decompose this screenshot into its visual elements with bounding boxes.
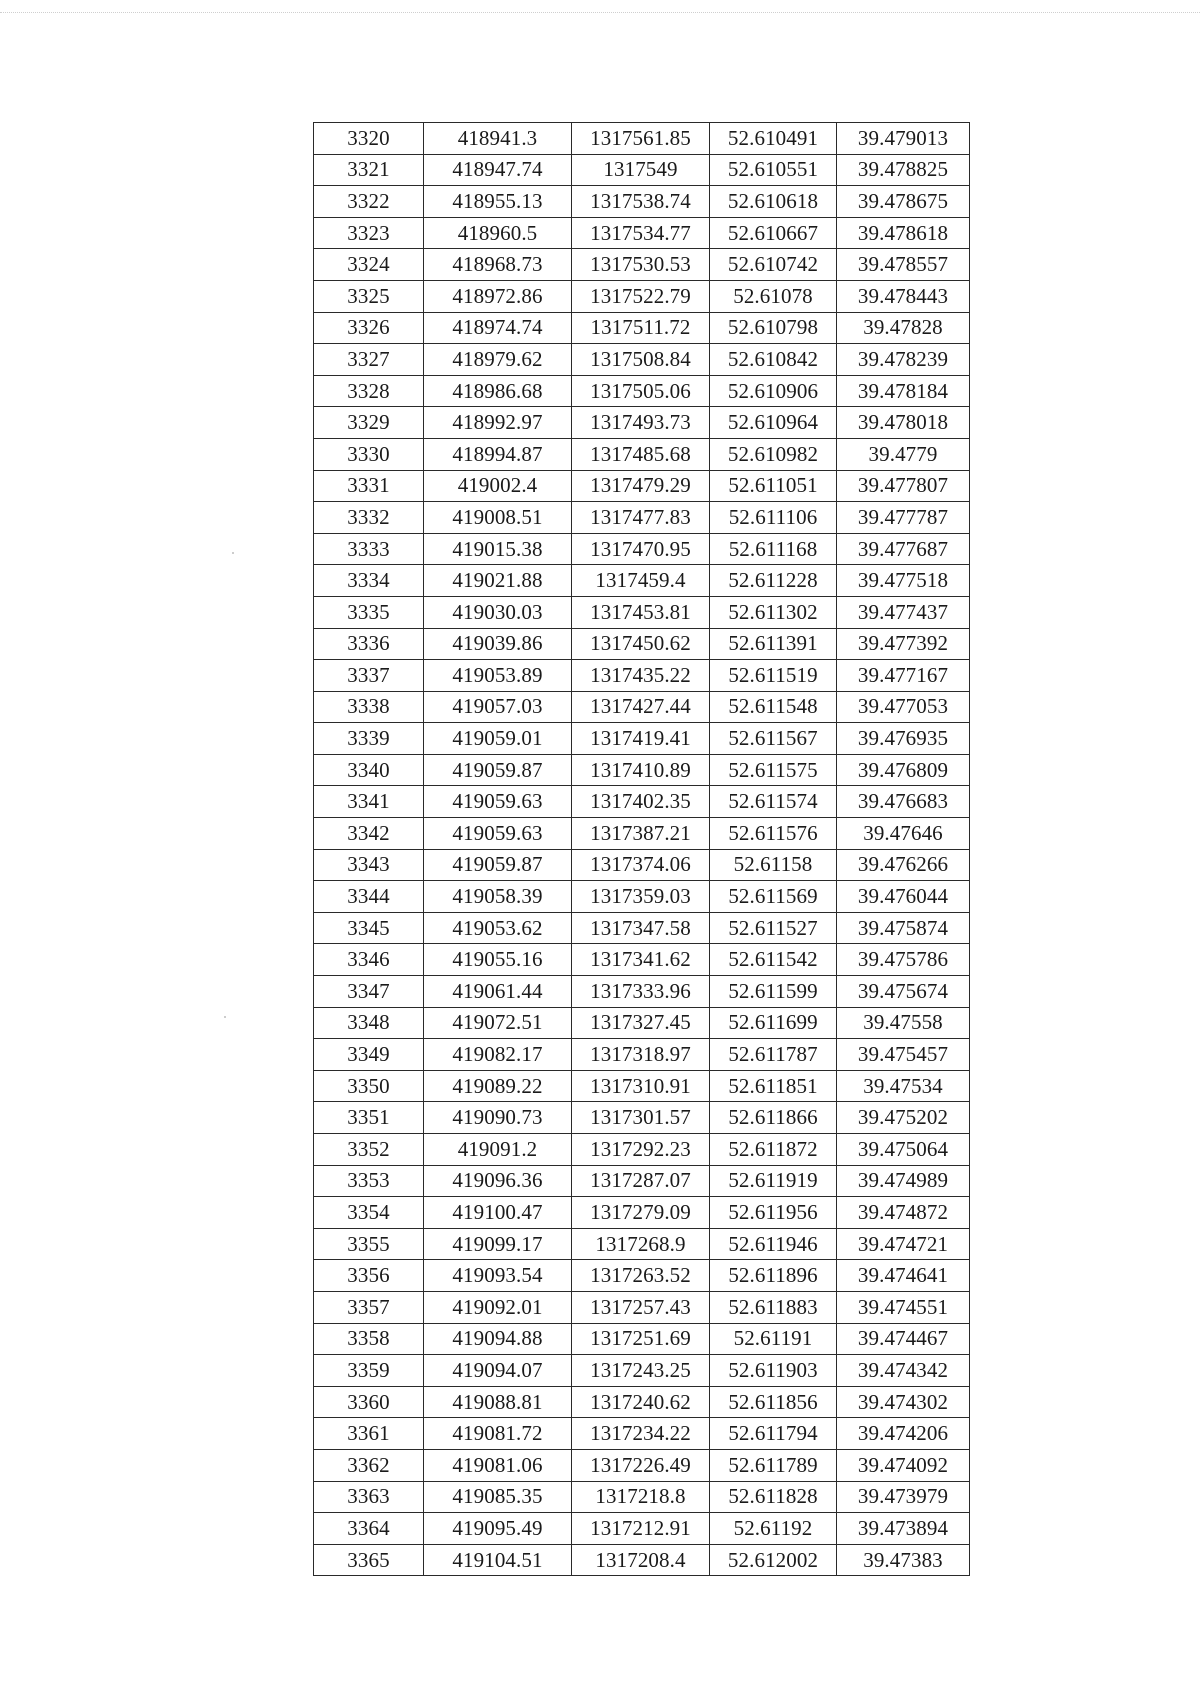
table-row (314, 375, 970, 407)
x-coordinate-cell: 419055.16 (424, 944, 572, 976)
x-coordinate-cell: 418986.68 (424, 375, 572, 407)
latitude-cell: 52.611872 (710, 1134, 837, 1166)
table-row (314, 1039, 970, 1071)
latitude-cell: 52.611828 (710, 1481, 837, 1513)
y-coordinate-cell: 1317359.03 (572, 881, 710, 913)
longitude-cell: 39.474989 (837, 1165, 970, 1197)
latitude-cell: 52.611956 (710, 1197, 837, 1229)
longitude-cell: 39.477392 (837, 628, 970, 660)
y-coordinate-cell: 1317240.62 (572, 1386, 710, 1418)
y-coordinate-cell: 1317251.69 (572, 1323, 710, 1355)
longitude-cell: 39.478825 (837, 154, 970, 186)
y-coordinate-cell: 1317268.9 (572, 1228, 710, 1260)
point-number-cell: 3345 (314, 912, 424, 944)
table-row (314, 1070, 970, 1102)
longitude-cell: 39.47534 (837, 1070, 970, 1102)
x-coordinate-cell: 419072.51 (424, 1007, 572, 1039)
point-number-cell: 3342 (314, 818, 424, 850)
latitude-cell: 52.611051 (710, 470, 837, 502)
table-row (314, 1197, 970, 1229)
y-coordinate-cell: 1317493.73 (572, 407, 710, 439)
point-number-cell: 3328 (314, 375, 424, 407)
point-number-cell: 3354 (314, 1197, 424, 1229)
table-row (314, 533, 970, 565)
x-coordinate-cell: 419053.89 (424, 660, 572, 692)
x-coordinate-cell: 418960.5 (424, 217, 572, 249)
y-coordinate-cell: 1317435.22 (572, 660, 710, 692)
x-coordinate-cell: 419059.01 (424, 723, 572, 755)
y-coordinate-cell: 1317450.62 (572, 628, 710, 660)
latitude-cell: 52.611866 (710, 1102, 837, 1134)
y-coordinate-cell: 1317505.06 (572, 375, 710, 407)
scan-speck (232, 552, 234, 554)
longitude-cell: 39.477687 (837, 533, 970, 565)
latitude-cell: 52.611569 (710, 881, 837, 913)
x-coordinate-cell: 419059.63 (424, 818, 572, 850)
y-coordinate-cell: 1317459.4 (572, 565, 710, 597)
y-coordinate-cell: 1317522.79 (572, 280, 710, 312)
latitude-cell: 52.611519 (710, 660, 837, 692)
x-coordinate-cell: 419088.81 (424, 1386, 572, 1418)
longitude-cell: 39.475064 (837, 1134, 970, 1166)
point-number-cell: 3349 (314, 1039, 424, 1071)
latitude-cell: 52.611856 (710, 1386, 837, 1418)
latitude-cell: 52.611794 (710, 1418, 837, 1450)
latitude-cell: 52.611787 (710, 1039, 837, 1071)
table-row (314, 1134, 970, 1166)
point-number-cell: 3351 (314, 1102, 424, 1134)
x-coordinate-cell: 419081.72 (424, 1418, 572, 1450)
latitude-cell: 52.611106 (710, 502, 837, 534)
x-coordinate-cell: 418955.13 (424, 186, 572, 218)
point-number-cell: 3337 (314, 660, 424, 692)
y-coordinate-cell: 1317453.81 (572, 596, 710, 628)
latitude-cell: 52.611896 (710, 1260, 837, 1292)
y-coordinate-cell: 1317243.25 (572, 1355, 710, 1387)
y-coordinate-cell: 1317534.77 (572, 217, 710, 249)
point-number-cell: 3343 (314, 849, 424, 881)
x-coordinate-cell: 419059.63 (424, 786, 572, 818)
latitude-cell: 52.611576 (710, 818, 837, 850)
x-coordinate-cell: 419094.07 (424, 1355, 572, 1387)
y-coordinate-cell: 1317374.06 (572, 849, 710, 881)
y-coordinate-cell: 1317549 (572, 154, 710, 186)
longitude-cell: 39.475874 (837, 912, 970, 944)
longitude-cell: 39.476266 (837, 849, 970, 881)
longitude-cell: 39.477807 (837, 470, 970, 502)
point-number-cell: 3338 (314, 691, 424, 723)
x-coordinate-cell: 418947.74 (424, 154, 572, 186)
table-row (314, 660, 970, 692)
table-row (314, 691, 970, 723)
point-number-cell: 3326 (314, 312, 424, 344)
x-coordinate-cell: 418941.3 (424, 123, 572, 155)
x-coordinate-cell: 419058.39 (424, 881, 572, 913)
coordinates-table (313, 122, 970, 1576)
point-number-cell: 3331 (314, 470, 424, 502)
y-coordinate-cell: 1317292.23 (572, 1134, 710, 1166)
table-row (314, 818, 970, 850)
latitude-cell: 52.610842 (710, 344, 837, 376)
longitude-cell: 39.479013 (837, 123, 970, 155)
y-coordinate-cell: 1317561.85 (572, 123, 710, 155)
latitude-cell: 52.611302 (710, 596, 837, 628)
point-number-cell: 3334 (314, 565, 424, 597)
table-row (314, 154, 970, 186)
longitude-cell: 39.475457 (837, 1039, 970, 1071)
point-number-cell: 3364 (314, 1513, 424, 1545)
x-coordinate-cell: 419085.35 (424, 1481, 572, 1513)
longitude-cell: 39.4779 (837, 438, 970, 470)
latitude-cell: 52.61192 (710, 1513, 837, 1545)
latitude-cell: 52.610618 (710, 186, 837, 218)
latitude-cell: 52.610798 (710, 312, 837, 344)
latitude-cell: 52.61191 (710, 1323, 837, 1355)
latitude-cell: 52.611574 (710, 786, 837, 818)
y-coordinate-cell: 1317538.74 (572, 186, 710, 218)
longitude-cell: 39.475786 (837, 944, 970, 976)
longitude-cell: 39.477437 (837, 596, 970, 628)
longitude-cell: 39.474342 (837, 1355, 970, 1387)
longitude-cell: 39.478184 (837, 375, 970, 407)
table-row (314, 123, 970, 155)
point-number-cell: 3363 (314, 1481, 424, 1513)
longitude-cell: 39.474206 (837, 1418, 970, 1450)
longitude-cell: 39.474551 (837, 1291, 970, 1323)
latitude-cell: 52.612002 (710, 1544, 837, 1576)
x-coordinate-cell: 418994.87 (424, 438, 572, 470)
point-number-cell: 3357 (314, 1291, 424, 1323)
point-number-cell: 3341 (314, 786, 424, 818)
x-coordinate-cell: 419099.17 (424, 1228, 572, 1260)
point-number-cell: 3355 (314, 1228, 424, 1260)
x-coordinate-cell: 419090.73 (424, 1102, 572, 1134)
latitude-cell: 52.611599 (710, 976, 837, 1008)
x-coordinate-cell: 419053.62 (424, 912, 572, 944)
table-row (314, 1228, 970, 1260)
y-coordinate-cell: 1317301.57 (572, 1102, 710, 1134)
point-number-cell: 3347 (314, 976, 424, 1008)
point-number-cell: 3346 (314, 944, 424, 976)
longitude-cell: 39.475202 (837, 1102, 970, 1134)
table-row (314, 628, 970, 660)
point-number-cell: 3356 (314, 1260, 424, 1292)
x-coordinate-cell: 419061.44 (424, 976, 572, 1008)
point-number-cell: 3332 (314, 502, 424, 534)
y-coordinate-cell: 1317263.52 (572, 1260, 710, 1292)
longitude-cell: 39.477518 (837, 565, 970, 597)
point-number-cell: 3333 (314, 533, 424, 565)
table-row (314, 1007, 970, 1039)
point-number-cell: 3360 (314, 1386, 424, 1418)
latitude-cell: 52.610491 (710, 123, 837, 155)
longitude-cell: 39.474302 (837, 1386, 970, 1418)
x-coordinate-cell: 419021.88 (424, 565, 572, 597)
x-coordinate-cell: 418974.74 (424, 312, 572, 344)
point-number-cell: 3340 (314, 754, 424, 786)
table-row (314, 596, 970, 628)
y-coordinate-cell: 1317327.45 (572, 1007, 710, 1039)
y-coordinate-cell: 1317341.62 (572, 944, 710, 976)
page-top-edge (0, 12, 1200, 13)
table-row (314, 1260, 970, 1292)
point-number-cell: 3320 (314, 123, 424, 155)
table-row (314, 1355, 970, 1387)
latitude-cell: 52.61078 (710, 280, 837, 312)
table-row (314, 1102, 970, 1134)
longitude-cell: 39.473979 (837, 1481, 970, 1513)
point-number-cell: 3352 (314, 1134, 424, 1166)
latitude-cell: 52.61158 (710, 849, 837, 881)
point-number-cell: 3361 (314, 1418, 424, 1450)
longitude-cell: 39.474721 (837, 1228, 970, 1260)
latitude-cell: 52.611789 (710, 1449, 837, 1481)
y-coordinate-cell: 1317234.22 (572, 1418, 710, 1450)
y-coordinate-cell: 1317208.4 (572, 1544, 710, 1576)
table-row (314, 344, 970, 376)
x-coordinate-cell: 419104.51 (424, 1544, 572, 1576)
y-coordinate-cell: 1317477.83 (572, 502, 710, 534)
x-coordinate-cell: 418979.62 (424, 344, 572, 376)
latitude-cell: 52.611548 (710, 691, 837, 723)
table-row (314, 565, 970, 597)
point-number-cell: 3365 (314, 1544, 424, 1576)
x-coordinate-cell: 419100.47 (424, 1197, 572, 1229)
latitude-cell: 52.610964 (710, 407, 837, 439)
latitude-cell: 52.610742 (710, 249, 837, 281)
table-row (314, 786, 970, 818)
table-row (314, 217, 970, 249)
y-coordinate-cell: 1317402.35 (572, 786, 710, 818)
table-row (314, 1291, 970, 1323)
x-coordinate-cell: 419092.01 (424, 1291, 572, 1323)
point-number-cell: 3330 (314, 438, 424, 470)
table-row (314, 186, 970, 218)
longitude-cell: 39.47558 (837, 1007, 970, 1039)
table-row (314, 470, 970, 502)
latitude-cell: 52.611851 (710, 1070, 837, 1102)
longitude-cell: 39.478239 (837, 344, 970, 376)
table-row (314, 881, 970, 913)
latitude-cell: 52.610551 (710, 154, 837, 186)
longitude-cell: 39.47383 (837, 1544, 970, 1576)
table-row (314, 312, 970, 344)
y-coordinate-cell: 1317310.91 (572, 1070, 710, 1102)
x-coordinate-cell: 419059.87 (424, 849, 572, 881)
x-coordinate-cell: 419057.03 (424, 691, 572, 723)
table-row (314, 1481, 970, 1513)
y-coordinate-cell: 1317419.41 (572, 723, 710, 755)
x-coordinate-cell: 419015.38 (424, 533, 572, 565)
y-coordinate-cell: 1317479.29 (572, 470, 710, 502)
point-number-cell: 3348 (314, 1007, 424, 1039)
x-coordinate-cell: 419059.87 (424, 754, 572, 786)
table-row (314, 1418, 970, 1450)
x-coordinate-cell: 419082.17 (424, 1039, 572, 1071)
latitude-cell: 52.611391 (710, 628, 837, 660)
table-row (314, 1513, 970, 1545)
longitude-cell: 39.477053 (837, 691, 970, 723)
x-coordinate-cell: 419091.2 (424, 1134, 572, 1166)
latitude-cell: 52.611542 (710, 944, 837, 976)
x-coordinate-cell: 419089.22 (424, 1070, 572, 1102)
point-number-cell: 3324 (314, 249, 424, 281)
longitude-cell: 39.475674 (837, 976, 970, 1008)
point-number-cell: 3358 (314, 1323, 424, 1355)
longitude-cell: 39.477167 (837, 660, 970, 692)
y-coordinate-cell: 1317226.49 (572, 1449, 710, 1481)
latitude-cell: 52.611883 (710, 1291, 837, 1323)
table-row (314, 1323, 970, 1355)
x-coordinate-cell: 419095.49 (424, 1513, 572, 1545)
longitude-cell: 39.476809 (837, 754, 970, 786)
x-coordinate-cell: 418992.97 (424, 407, 572, 439)
point-number-cell: 3350 (314, 1070, 424, 1102)
y-coordinate-cell: 1317318.97 (572, 1039, 710, 1071)
point-number-cell: 3359 (314, 1355, 424, 1387)
table-row (314, 280, 970, 312)
latitude-cell: 52.611699 (710, 1007, 837, 1039)
longitude-cell: 39.474872 (837, 1197, 970, 1229)
point-number-cell: 3327 (314, 344, 424, 376)
latitude-cell: 52.610667 (710, 217, 837, 249)
table-row (314, 407, 970, 439)
x-coordinate-cell: 418972.86 (424, 280, 572, 312)
latitude-cell: 52.611168 (710, 533, 837, 565)
table-row (314, 438, 970, 470)
latitude-cell: 52.611228 (710, 565, 837, 597)
x-coordinate-cell: 419094.88 (424, 1323, 572, 1355)
y-coordinate-cell: 1317279.09 (572, 1197, 710, 1229)
longitude-cell: 39.478675 (837, 186, 970, 218)
point-number-cell: 3329 (314, 407, 424, 439)
point-number-cell: 3321 (314, 154, 424, 186)
latitude-cell: 52.611919 (710, 1165, 837, 1197)
y-coordinate-cell: 1317530.53 (572, 249, 710, 281)
longitude-cell: 39.477787 (837, 502, 970, 534)
point-number-cell: 3323 (314, 217, 424, 249)
point-number-cell: 3362 (314, 1449, 424, 1481)
x-coordinate-cell: 419096.36 (424, 1165, 572, 1197)
y-coordinate-cell: 1317508.84 (572, 344, 710, 376)
scan-speck (224, 1016, 226, 1018)
latitude-cell: 52.610906 (710, 375, 837, 407)
coordinates-table-body (314, 123, 970, 1576)
latitude-cell: 52.610982 (710, 438, 837, 470)
longitude-cell: 39.478018 (837, 407, 970, 439)
y-coordinate-cell: 1317387.21 (572, 818, 710, 850)
latitude-cell: 52.611567 (710, 723, 837, 755)
x-coordinate-cell: 419039.86 (424, 628, 572, 660)
longitude-cell: 39.478443 (837, 280, 970, 312)
longitude-cell: 39.478557 (837, 249, 970, 281)
longitude-cell: 39.47646 (837, 818, 970, 850)
latitude-cell: 52.611946 (710, 1228, 837, 1260)
longitude-cell: 39.476044 (837, 881, 970, 913)
point-number-cell: 3336 (314, 628, 424, 660)
table-row (314, 1386, 970, 1418)
x-coordinate-cell: 419093.54 (424, 1260, 572, 1292)
longitude-cell: 39.474467 (837, 1323, 970, 1355)
point-number-cell: 3344 (314, 881, 424, 913)
table-row (314, 754, 970, 786)
longitude-cell: 39.474092 (837, 1449, 970, 1481)
table-row (314, 912, 970, 944)
latitude-cell: 52.611903 (710, 1355, 837, 1387)
x-coordinate-cell: 419008.51 (424, 502, 572, 534)
y-coordinate-cell: 1317218.8 (572, 1481, 710, 1513)
table-row (314, 502, 970, 534)
longitude-cell: 39.476683 (837, 786, 970, 818)
y-coordinate-cell: 1317511.72 (572, 312, 710, 344)
table-row (314, 976, 970, 1008)
longitude-cell: 39.473894 (837, 1513, 970, 1545)
point-number-cell: 3353 (314, 1165, 424, 1197)
table-row (314, 1544, 970, 1576)
table-row (314, 1165, 970, 1197)
longitude-cell: 39.478618 (837, 217, 970, 249)
y-coordinate-cell: 1317333.96 (572, 976, 710, 1008)
y-coordinate-cell: 1317485.68 (572, 438, 710, 470)
y-coordinate-cell: 1317470.95 (572, 533, 710, 565)
x-coordinate-cell: 419030.03 (424, 596, 572, 628)
point-number-cell: 3339 (314, 723, 424, 755)
x-coordinate-cell: 419002.4 (424, 470, 572, 502)
point-number-cell: 3335 (314, 596, 424, 628)
table-row (314, 249, 970, 281)
y-coordinate-cell: 1317410.89 (572, 754, 710, 786)
table-row (314, 723, 970, 755)
latitude-cell: 52.611527 (710, 912, 837, 944)
y-coordinate-cell: 1317257.43 (572, 1291, 710, 1323)
x-coordinate-cell: 418968.73 (424, 249, 572, 281)
longitude-cell: 39.476935 (837, 723, 970, 755)
x-coordinate-cell: 419081.06 (424, 1449, 572, 1481)
table-row (314, 1449, 970, 1481)
y-coordinate-cell: 1317347.58 (572, 912, 710, 944)
table-row (314, 849, 970, 881)
point-number-cell: 3322 (314, 186, 424, 218)
latitude-cell: 52.611575 (710, 754, 837, 786)
table-row (314, 944, 970, 976)
y-coordinate-cell: 1317212.91 (572, 1513, 710, 1545)
point-number-cell: 3325 (314, 280, 424, 312)
y-coordinate-cell: 1317287.07 (572, 1165, 710, 1197)
y-coordinate-cell: 1317427.44 (572, 691, 710, 723)
longitude-cell: 39.474641 (837, 1260, 970, 1292)
longitude-cell: 39.47828 (837, 312, 970, 344)
